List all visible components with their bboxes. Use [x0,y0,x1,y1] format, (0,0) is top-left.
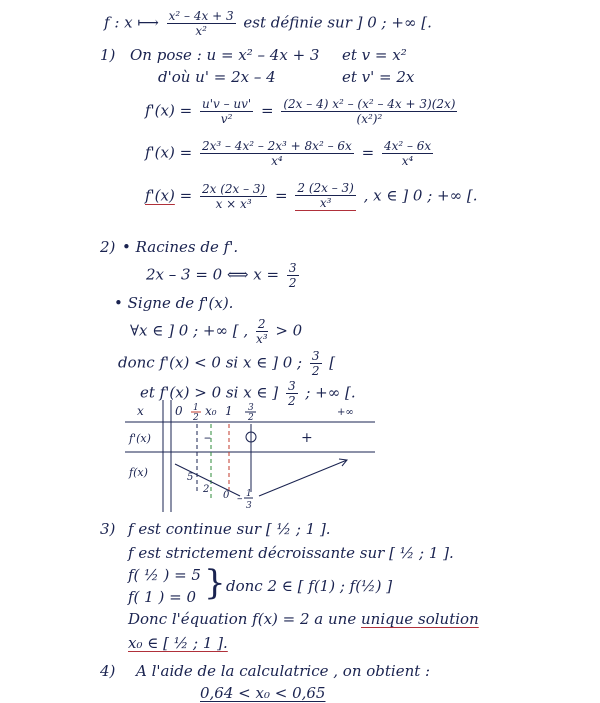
q4-line1: A l'aide de la calculatrice , on obtient : [136,662,431,680]
racines-num: 3 [288,261,297,275]
q1-pose-v: et v = x² [342,46,407,64]
tbl-one: 1 [225,404,233,418]
q1-line3 [145,182,477,211]
signe-num: 2 [257,317,266,331]
function-definition [104,10,432,37]
tbl-val-zero: 0 [223,490,230,501]
q1-number: 1) [100,46,116,64]
line2-num2: 4x² – 6x [383,139,432,153]
line1-lhs: f'(x) = [145,101,193,120]
tbl-32-den: 2 [248,413,254,423]
q3-l4a: Donc l'équation f(x) = 2 a une [128,610,357,628]
q3-l3b: f( 1 ) = 0 [128,588,196,606]
tbl-min-num: 1 [246,489,252,499]
line1-num1: u'v – uv' [201,97,252,111]
q2-racines-title: • Racines de f'. [122,238,239,256]
q3-line2 [128,546,454,561]
signe-line-text: ∀x ∈ ] 0 ; +∞ [ , [130,321,249,340]
q3-l3-rhs: donc 2 ∈ [ f(1) ; f(½) ] [226,577,393,595]
tbl-32-num: 3 [248,403,254,413]
line2-den2: x⁴ [401,154,414,168]
q4-number: 4) [100,662,116,680]
q2-racines-eq [146,262,302,289]
q2-donc1 [118,350,335,377]
q3-line1 [128,522,331,537]
line3-lhs: f'(x) [145,186,175,205]
donc1-num: 3 [311,349,320,363]
line3-num2: 2 (2x – 3) [297,181,354,195]
def-fraction [167,10,236,37]
tbl-half-den: 2 [193,413,199,423]
line2-frac2 [382,140,433,167]
tbl-col-x: x [137,404,144,418]
line3-eq: = [179,186,193,205]
racines-den: 2 [288,276,297,290]
tbl-sign-plus: + [301,430,313,446]
signe-frac [256,318,268,345]
tbl-sign-minus: – [204,430,211,446]
q2-number: 2) [100,238,116,256]
q4-line2: 0,64 < x₀ < 0,65 [200,684,326,702]
q3-l1-text: f est continue sur [128,520,262,538]
line3-num1: 2x (2x – 3) [201,182,266,196]
line2-eq: = [361,143,375,162]
line2-lhs: f'(x) = [145,143,193,162]
donc2-num: 3 [287,379,296,393]
q3-l4b: unique solution [361,610,479,628]
line3-eq2: = [275,186,288,205]
tbl-min-sign: – [237,492,243,505]
q3-l2-int: [ ½ ; 1 ]. [389,544,454,562]
q3-brace: } [204,563,226,603]
line3-frac1 [200,183,267,210]
variation-table-svg [125,400,385,512]
q3-l3a: f( ½ ) = 5 [128,566,201,584]
line2-frac1 [200,140,354,167]
line3-den1: x × x³ [215,197,252,211]
tbl-row-f: f(x) [129,466,148,479]
line1-num2: (2x – 4) x² – (x² – 4x + 3)(2x) [283,97,456,111]
donc1-tail: [ [329,353,336,372]
tbl-half-num: 1 [193,403,199,413]
racines-eq-text: 2x – 3 = 0 ⟺ x = [146,265,280,284]
q3-line4 [128,612,479,627]
q1-line2 [145,140,436,167]
tbl-val-two: 2 [203,484,210,495]
donc1-frac [310,350,322,377]
line1-frac1 [200,98,253,125]
def-lhs: f : x ⟼ [104,13,159,32]
donc1-den: 2 [311,364,320,378]
q3-number: 3) [100,520,116,538]
variation-table [125,400,385,516]
line3-den2: x³ [319,196,332,210]
tbl-val-five: 5 [187,472,194,483]
def-numerator: x² – 4x + 3 [168,9,234,23]
donc1-text: donc f'(x) < 0 si x ∈ ] 0 ; [118,353,303,372]
q1-line1 [145,98,460,125]
line1-den2: (x²)² [356,112,383,126]
def-denominator: x² [195,24,207,38]
signe-tail: > 0 [275,321,303,340]
q2-signe-title: • Signe de f'(x). [114,294,234,312]
q3-line5: x₀ ∈ [ ½ ; 1 ]. [128,634,228,652]
tbl-inf: +∞ [337,407,354,418]
line1-eq: = [261,101,274,120]
q1-dou-u: d'où u' = 2x – 4 [158,68,276,86]
line3-domain: , x ∈ ] 0 ; +∞ [. [363,186,478,205]
donc2-den: 2 [287,394,296,408]
q3-l2-text: f est strictement décroissante sur [128,544,385,562]
q3-l1-int: [ ½ ; 1 ]. [265,520,331,538]
increase-arrow [259,460,347,496]
racines-frac [287,262,299,289]
q1-pose-u: On pose : u = x² – 4x + 3 [130,46,320,64]
line2-den1: x⁴ [271,154,283,168]
q1-dou-v: et v' = 2x [342,68,415,86]
donc2-text: et f'(x) > 0 si x ∈ ] [140,383,279,402]
signe-den: x³ [255,332,268,346]
q2-signe-line [130,318,302,345]
line1-den1: v² [220,112,233,126]
tbl-min-den: 3 [246,501,252,511]
tbl-v0: 0 [175,404,183,418]
donc2-tail: ; +∞ [. [305,383,356,402]
tbl-x0: x₀ [205,404,217,418]
line3-frac2 [295,182,355,211]
line2-num1: 2x³ – 4x² – 2x³ + 8x² – 6x [201,139,352,153]
tbl-row-fp: f'(x) [129,432,151,445]
line1-frac2 [281,98,457,125]
def-rhs: est définie sur ] 0 ; +∞ [. [243,13,432,32]
